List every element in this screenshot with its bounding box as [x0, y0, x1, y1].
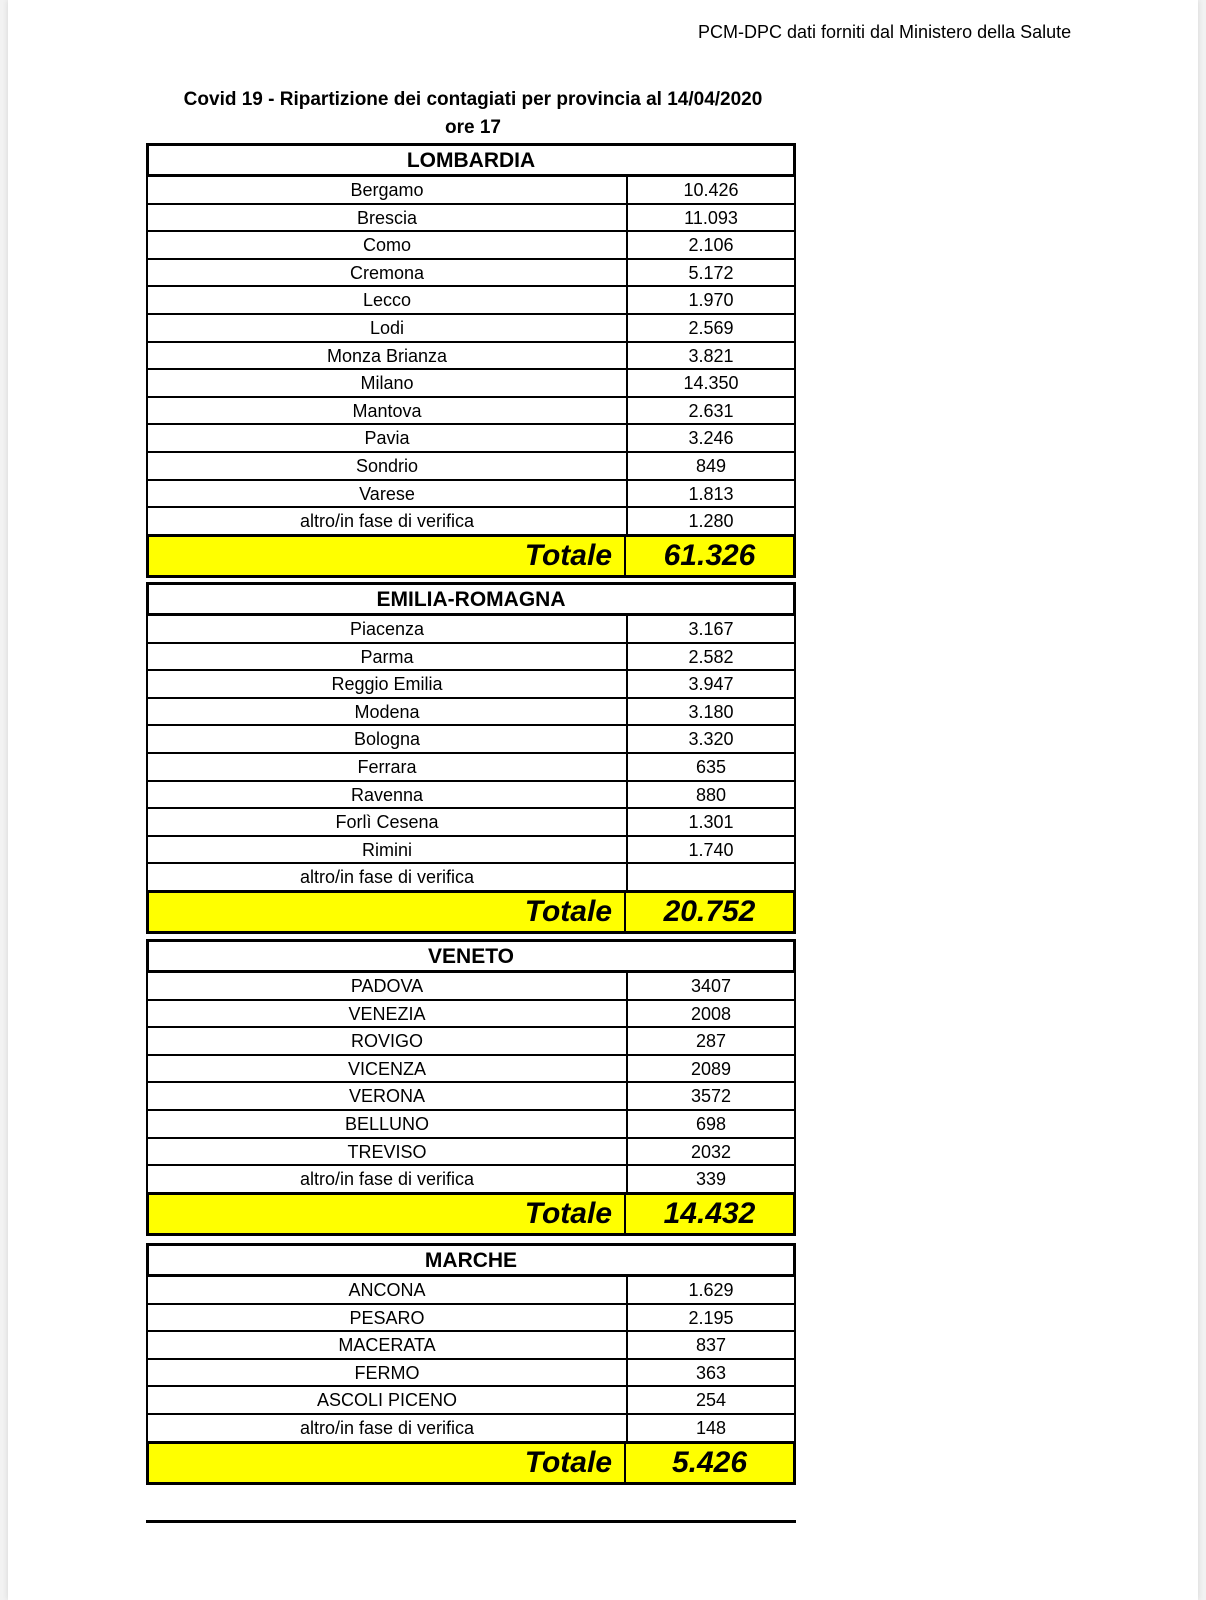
- case-count: 363: [695, 1362, 727, 1383]
- end-divider: [146, 1520, 796, 1523]
- total-label: Totale: [149, 537, 626, 575]
- case-count: 3.947: [688, 674, 734, 695]
- province-name: Parma: [148, 644, 628, 670]
- region-table: [146, 582, 796, 934]
- total-value: 20.752: [663, 894, 756, 928]
- province-name: altro/in fase di verifica: [148, 864, 628, 890]
- table-row: [146, 1332, 796, 1360]
- province-name: PADOVA: [148, 973, 628, 999]
- case-count: 1.970: [688, 290, 734, 311]
- case-count: 3.821: [688, 345, 734, 366]
- table-row: [146, 1305, 796, 1333]
- province-name: Monza Brianza: [148, 343, 628, 369]
- province-name: Brescia: [148, 205, 628, 231]
- table-row: [146, 782, 796, 810]
- case-count: 339: [695, 1169, 727, 1190]
- case-count: 2.631: [688, 400, 734, 421]
- table-row: [146, 453, 796, 481]
- province-name: VERONA: [148, 1083, 628, 1109]
- case-count: 849: [695, 455, 727, 476]
- source-note: PCM-DPC dati forniti dal Ministero della Salute: [698, 22, 1072, 42]
- case-count: 254: [695, 1390, 727, 1411]
- region-table: [146, 1243, 796, 1485]
- region-table: [146, 143, 796, 578]
- title-line-1: Covid 19 - Ripartizione dei contagiati per provincia al 14/04/2020: [183, 89, 763, 110]
- province-name: TREVISO: [148, 1139, 628, 1165]
- case-count: 2032: [690, 1141, 732, 1162]
- province-name: Bologna: [148, 726, 628, 752]
- table-row: [146, 1387, 796, 1415]
- province-name: MACERATA: [148, 1332, 628, 1358]
- region-header: VENETO: [146, 939, 796, 973]
- province-name: Sondrio: [148, 453, 628, 479]
- table-row: [146, 1028, 796, 1056]
- case-count: 2.106: [688, 235, 734, 256]
- table-row: [146, 177, 796, 205]
- table-row: [146, 1083, 796, 1111]
- table-row: [146, 1415, 796, 1443]
- table-row: [146, 315, 796, 343]
- document-page: [8, 0, 1198, 1600]
- table-row: [146, 616, 796, 644]
- table-row: [146, 1001, 796, 1029]
- table-row: [146, 1360, 796, 1388]
- table-row: [146, 1277, 796, 1305]
- province-name: altro/in fase di verifica: [148, 508, 628, 534]
- table-row: [146, 644, 796, 672]
- table-row: [146, 481, 796, 509]
- table-row: [146, 699, 796, 727]
- total-value: 14.432: [663, 1196, 756, 1230]
- case-count: 2.195: [688, 1307, 734, 1328]
- table-row: [146, 671, 796, 699]
- case-count: 2.582: [688, 646, 734, 667]
- table-row: [146, 232, 796, 260]
- province-name: Piacenza: [148, 616, 628, 642]
- province-name: altro/in fase di verifica: [148, 1415, 628, 1441]
- province-name: ANCONA: [148, 1277, 628, 1303]
- province-name: ASCOLI PICENO: [148, 1387, 628, 1413]
- province-name: altro/in fase di verifica: [148, 1166, 628, 1192]
- table-row: [146, 973, 796, 1001]
- case-count: [628, 864, 794, 890]
- province-name: VENEZIA: [148, 1001, 628, 1027]
- table-row: [146, 864, 796, 892]
- province-name: Bergamo: [148, 177, 628, 203]
- total-row: [146, 1194, 796, 1236]
- total-label: Totale: [149, 893, 626, 931]
- document-title: [148, 86, 798, 142]
- case-count: 3407: [690, 976, 732, 996]
- province-name: VICENZA: [148, 1056, 628, 1082]
- total-label: Totale: [149, 1444, 626, 1482]
- total-row: [146, 1443, 796, 1485]
- table-row: [146, 754, 796, 782]
- case-count: 635: [695, 756, 727, 777]
- table-row: [146, 205, 796, 233]
- province-name: PESARO: [148, 1305, 628, 1331]
- case-count: 5.172: [688, 262, 734, 283]
- table-row: [146, 837, 796, 865]
- table-row: [146, 287, 796, 315]
- province-name: Lecco: [148, 287, 628, 313]
- region-header: LOMBARDIA: [146, 143, 796, 177]
- province-name: FERMO: [148, 1360, 628, 1386]
- case-count: 3572: [690, 1086, 732, 1107]
- total-row: [146, 536, 796, 578]
- province-name: Cremona: [148, 260, 628, 286]
- table-row: [146, 370, 796, 398]
- province-name: Varese: [148, 481, 628, 507]
- province-name: Ferrara: [148, 754, 628, 780]
- case-count: 1.813: [688, 483, 734, 504]
- case-count: 3.167: [688, 619, 734, 639]
- case-count: 1.629: [688, 1280, 734, 1300]
- case-count: 148: [695, 1417, 727, 1438]
- region-table: [146, 939, 796, 1236]
- province-name: Mantova: [148, 398, 628, 424]
- region-header: EMILIA-ROMAGNA: [146, 582, 796, 616]
- province-name: BELLUNO: [148, 1111, 628, 1137]
- table-row: [146, 726, 796, 754]
- case-count: 3.180: [688, 701, 734, 722]
- table-row: [146, 398, 796, 426]
- province-name: Modena: [148, 699, 628, 725]
- case-count: 698: [695, 1113, 727, 1134]
- total-label: Totale: [149, 1195, 626, 1233]
- total-value: 61.326: [663, 538, 756, 572]
- table-row: [146, 1166, 796, 1194]
- total-row: [146, 892, 796, 934]
- case-count: 1.280: [688, 511, 734, 532]
- case-count: 2.569: [688, 317, 734, 338]
- table-row: [146, 425, 796, 453]
- case-count: 1.740: [688, 839, 734, 860]
- case-count: 837: [695, 1335, 727, 1356]
- case-count: 880: [695, 784, 727, 805]
- province-name: Reggio Emilia: [148, 671, 628, 697]
- province-name: ROVIGO: [148, 1028, 628, 1054]
- table-row: [146, 1056, 796, 1084]
- region-header: MARCHE: [146, 1243, 796, 1277]
- total-value: 5.426: [671, 1445, 748, 1479]
- case-count: 3.320: [688, 729, 734, 750]
- table-row: [146, 508, 796, 536]
- case-count: 2089: [690, 1058, 732, 1079]
- table-row: [146, 1111, 796, 1139]
- case-count: 287: [695, 1031, 727, 1052]
- table-row: [146, 1139, 796, 1167]
- title-line-2: ore 17: [445, 117, 501, 138]
- case-count: 3.246: [688, 428, 734, 449]
- case-count: 10.426: [683, 180, 739, 200]
- province-name: Lodi: [148, 315, 628, 341]
- province-name: Milano: [148, 370, 628, 396]
- table-row: [146, 260, 796, 288]
- case-count: 1.301: [688, 812, 734, 833]
- province-name: Ravenna: [148, 782, 628, 808]
- case-count: 11.093: [684, 207, 738, 228]
- province-name: Como: [148, 232, 628, 258]
- table-row: [146, 809, 796, 837]
- case-count: 2008: [690, 1003, 732, 1024]
- province-name: Pavia: [148, 425, 628, 451]
- case-count: 14.350: [683, 373, 739, 394]
- province-name: Forlì Cesena: [148, 809, 628, 835]
- province-name: Rimini: [148, 837, 628, 863]
- table-row: [146, 343, 796, 371]
